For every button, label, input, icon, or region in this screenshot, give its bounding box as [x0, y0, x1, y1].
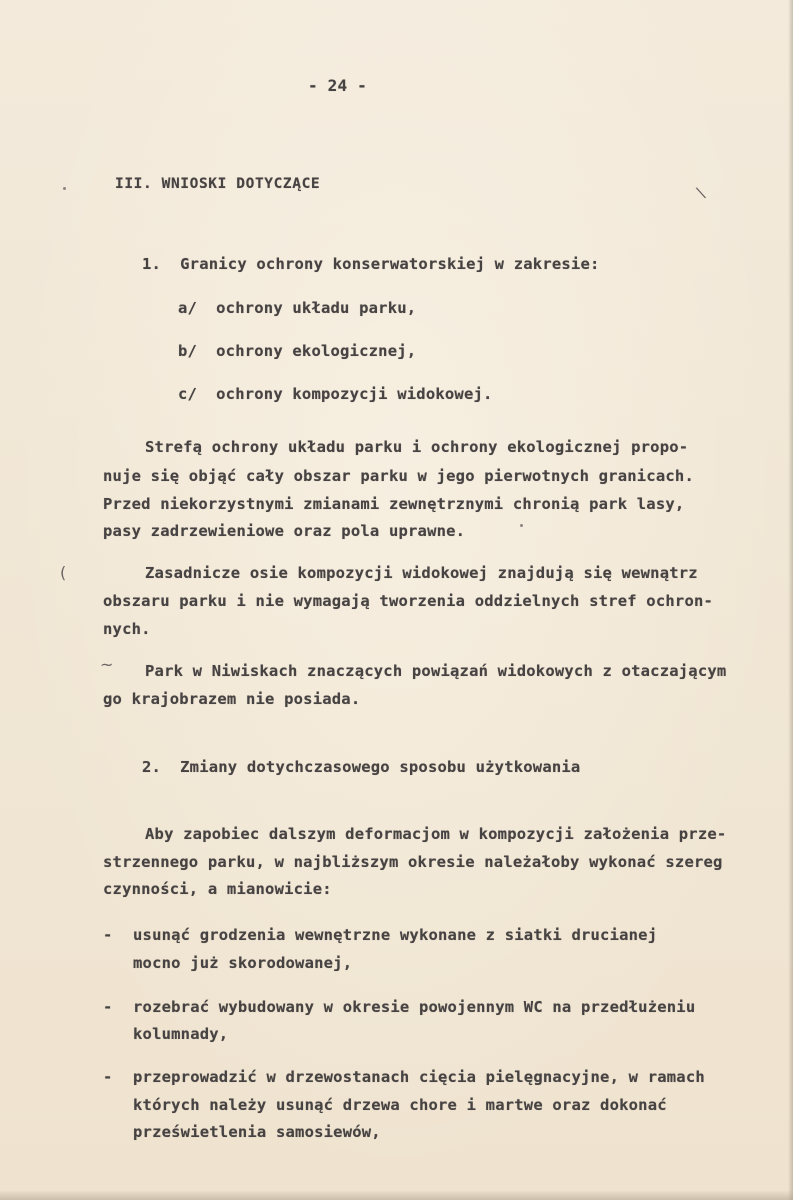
- paragraph-line: pasy zadrzewieniowe oraz pola uprawne.: [103, 522, 466, 540]
- item1-heading: 1. Granicy ochrony konserwatorskiej w zakresie:: [142, 255, 600, 273]
- paragraph-line: Zasadnicze osie kompozycji widokowej znajdują się wewnątrz: [145, 564, 698, 582]
- item1-a: a/ ochrony układu parku,: [178, 299, 417, 317]
- bullet-line: usunąć grodzenia wewnętrzne wykonane z siatki drucianej: [133, 926, 658, 944]
- bullet-dash: -: [103, 998, 113, 1016]
- bullet-line: kolumnady,: [133, 1025, 229, 1043]
- scan-mark: \: [694, 182, 708, 203]
- paragraph-line: Aby zapobiec dalszym deformacjom w kompozycji założenia prze-: [145, 825, 727, 843]
- bullet-dash: -: [103, 1068, 113, 1086]
- scan-speck: [520, 524, 523, 527]
- paragraph-line: czynności, a mianowicie:: [103, 880, 332, 898]
- bullet-line: rozebrać wybudowany w okresie powojennym WC na przedłużeniu: [133, 998, 696, 1016]
- scan-speck: [63, 187, 66, 190]
- bullet-dash: -: [103, 926, 113, 944]
- paragraph-line: go krajobrazem nie posiada.: [103, 690, 361, 708]
- page-number: - 24 -: [308, 76, 367, 95]
- section-title: III. WNIOSKI DOTYCZĄCE: [115, 176, 321, 192]
- margin-mark: (: [60, 563, 67, 582]
- page-bottom-shadow: [0, 1190, 793, 1200]
- page-edge-shadow: [788, 0, 793, 1200]
- bullet-line: mocno już skorodowanej,: [133, 954, 353, 972]
- item2-heading: 2. Zmiany dotychczasowego sposobu użytkowania: [142, 758, 581, 776]
- margin-mark: ~: [100, 655, 114, 674]
- paragraph-line: Park w Niwiskach znaczących powiązań widokowych z otaczającym: [145, 662, 727, 680]
- paragraph-line: Przed niekorzystnymi zmianami zewnętrznymi chronią park lasy,: [103, 495, 685, 513]
- bullet-line: prześwietlenia samosiewów,: [133, 1123, 381, 1141]
- bullet-line: przeprowadzić w drzewostanach cięcia pielęgnacyjne, w ramach: [133, 1068, 705, 1086]
- item1-b: b/ ochrony ekologicznej,: [178, 342, 417, 360]
- paragraph-line: nuje się objąć cały obszar parku w jego pierwotnych granicach.: [103, 467, 694, 485]
- paragraph-line: obszaru parku i nie wymagają tworzenia oddzielnych stref ochron-: [103, 592, 714, 610]
- paragraph-line: Strefą ochrony układu parku i ochrony ekologicznej propo-: [145, 438, 689, 456]
- paragraph-line: nych.: [103, 620, 151, 638]
- bullet-line: których należy usunąć drzewa chore i martwe oraz dokonać: [133, 1096, 667, 1114]
- paragraph-line: strzennego parku, w najbliższym okresie należałoby wykonać szereg: [103, 853, 723, 871]
- item1-c: c/ ochrony kompozycji widokowej.: [178, 385, 493, 403]
